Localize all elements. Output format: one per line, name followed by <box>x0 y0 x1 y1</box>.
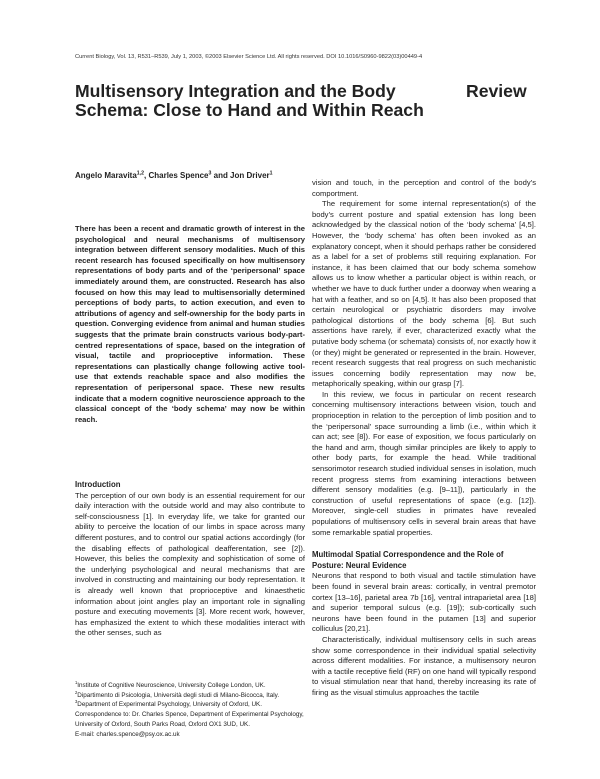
author-footnotes <box>75 681 305 739</box>
multisensory-cells-paragraph: Characteristically, individual multisensory cells in such areas show some correspondence in their individual spatial selectivity across different modalities. For instance, a multisensory neuron with a tactile receptive field (RF) on one hand will typically respond to visual stimulation near that hand, thereby increasing its rate of firing as the visual stimulus approaches the tactile <box>312 634 536 697</box>
left-column-body <box>75 480 305 639</box>
article-type-label: Review <box>466 81 527 101</box>
section-heading: Multimodal Spatial Correspondence and the Role of Posture: Neural Evidence <box>312 550 504 570</box>
continued-paragraph: vision and touch, in the perception and control of the body’s comportment. <box>312 178 536 198</box>
section-spacer <box>312 538 536 550</box>
correspondence-footnote: Correspondence to: Dr. Charles Spence, Department of Experimental Psychology, University of Oxford, South Parks Road, Oxford OX1 3UD, UK. <box>75 711 304 728</box>
affiliations-footnote: $^1$Institute of Cognitive Neuroscience, University College London, UK. $^2$Dipartimento di Psicologia, Università degli studi di Milano-Bicocca, Italy. $^3$Department of Experimental Psychology, University of Oxford, UK. <box>75 679 280 709</box>
review-focus-paragraph: In this review, we focus in particular on recent research concerning multisensory interactions between vision, touch and proprioception in relation to the perception of limb position and to the ‘peripersonal’ space surrounding a limb (i.e., within which it can act; see [8]). For ease of exposition, we focus particularly on the hand and arm, though similar principles are likely to apply to other body parts, for example the head. While traditional sensorimotor research studied individual senses in isolation, much recent progress stems from examining interactions between different sensory modalities (e.g. [9–11]), particularly in the construction of useful representations of space (e.g. [12]). Moreover, single-cell studies in primates have revealed populations of multisensory cells in several brain areas that have some remarkable spatial properties. <box>312 389 536 537</box>
abstract: There has been a recent and dramatic growth of interest in the psychological and neural mechanisms of multisensory integration between different sensory modalities. Much of this recent research has focused specifically on how multisensory representations of body parts and of the ‘peripersonal’ space immediately around them, are constructed. Research has also focused on how this may lead to multisensorially determined perceptions of body parts, to action execution, and even to attributions of agency and self-ownership for the body parts in question. Converging evidence from animal and human studies suggests that the primate brain constructs various body-part-centred representations of space, based on the integration of visual, tactile and proprioceptive information. These representations can plastically change following active tool-use that extends reachable space and also modifies the representation of peripersonal space. These new results indicate that a modern cognitive neuroscience approach to the classical concept of the ‘body schema’ may now be within reach. <box>75 224 305 424</box>
article-title: Multisensory Integration and the Body Schema: Close to Hand and Within Reach <box>75 81 424 120</box>
author-list: Angelo Maravita$^{1,2}$, Charles Spence$^3$ and Jon Driver$^1$ <box>75 170 273 180</box>
body-schema-paragraph: The requirement for some internal representation(s) of the body’s current posture and spatial extension has long been acknowledged by the classical notion of the ‘body schema’ [4,5]. However, the ‘body schema’ has often been invoked as an explanatory concept, when it should perhaps rather be considered as a label for a set of problems still requiring explanation. For instance, it has been claimed that our body schema somehow allows us to know whether a particular object is within reach, or whether we have to duck further under a doorway when wearing a hat with a feather, and so on [4,5]. It has also been proposed that certain neurological or psychiatric disorders may involve pathological distortions of the body schema [6]. But such assertions have rarely, if ever, characterized exactly what the putative body schema (or schemata) consists of, nor exactly how it (or they) might be generated or represented in the brain. However, recent research suggests that real progress on such mechanistic issues concerning bodily representation may now be, metaphorically speaking, within our grasp [7]. <box>312 199 536 389</box>
right-column <box>312 178 536 699</box>
neural-evidence-paragraph: Neurons that respond to both visual and tactile stimulation have been found in several brain areas: cortically, in ventral premotor cortex [13–16], parietal area 7b [16], ventral intraparietal area [18] and superior temporal sulcus (e.g. [19]); sub-cortically such neurons have been found in the putamen [13] and superior colliculus [20,21]. <box>312 571 536 634</box>
introduction-heading: Introduction <box>75 480 121 489</box>
email-footnote: E-mail: charles.spence@psy.ox.ac.uk <box>75 730 180 738</box>
journal-citation-line: Current Biology, Vol. 13, R531–R539, July 1, 2003, ©2003 Elsevier Science Ltd. All rights reserved. DOI 10.1016/S0960-9822(03)00449-4 <box>75 54 423 60</box>
introduction-paragraph: The perception of our own body is an essential requirement for our daily interaction with the outside world and may also contribute to self-consciousness [1]. In everyday life, we take for granted our ability to perceive the location of our limbs in space across many different postures, and to control our spatial actions accordingly (for the disabling effects of pathological deafferentation, see [2]). However, this belies the complexity and sophistication of some of the underlying psychological and neural mechanisms that are involved in constructing and maintaining our body representation. It is already well known that proprioceptive and kinaesthetic information about joint angles play an important role in signalling posture and executing movements [3]. More recent work, however, has emphasized the extent to which these modalities interact with the other senses, such as <box>75 490 305 638</box>
